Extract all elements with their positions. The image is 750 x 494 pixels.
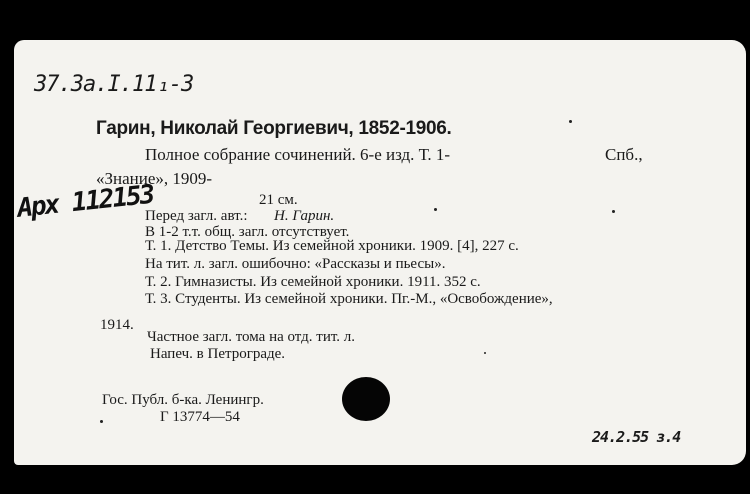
size: 21 см. (259, 192, 298, 208)
volume-1-note: На тит. л. загл. ошибочно: «Рассказы и пьесы». (145, 256, 446, 272)
note-title: Перед загл. авт.: (145, 208, 248, 224)
title-line-2: «Знание», 1909- (96, 169, 213, 188)
library-name: Гос. Публ. б-ка. Ленингр. (102, 392, 264, 408)
card-number: Г 13774—54 (160, 409, 240, 425)
dust-speck (612, 210, 615, 213)
note-author: Н. Гарин. (274, 208, 335, 224)
dust-speck (569, 120, 572, 123)
volume-3-note-1: Частное загл. тома на отд. тит. л. (147, 329, 356, 345)
call-number: 37.3a.I.11₁-3 (34, 72, 194, 97)
volume-2: Т. 2. Гимназисты. Из семейной хроники. 1911. 352 с. (145, 274, 481, 290)
title-line-1: Полное собрание сочинений. 6-е изд. Т. 1- (145, 145, 451, 164)
inventory-mark: Арх 112153 (15, 179, 155, 224)
volume-1: Т. 1. Детство Темы. Из семейной хроники. 1909. [4], 227 с. (145, 238, 519, 254)
shelf-mark: 24.2.55 з.4 (592, 428, 681, 446)
dust-speck (484, 352, 486, 354)
catalog-card (14, 40, 746, 465)
entry-heading: Гарин, Николай Георгиевич, 1852-1906. (96, 118, 452, 139)
volume-3-note-2: Напеч. в Петрограде. (150, 346, 286, 362)
volume-3: Т. 3. Студенты. Из семейной хроники. Пг.-М., «Освобождение», (145, 291, 553, 307)
title-city: Спб., (605, 145, 643, 164)
dust-speck (434, 208, 437, 211)
dust-speck (100, 420, 103, 423)
punch-hole (342, 377, 390, 421)
note-volumes: В 1-2 т.т. общ. загл. отсутствует. (145, 224, 350, 240)
volume-3-year: 1914. (100, 317, 134, 333)
